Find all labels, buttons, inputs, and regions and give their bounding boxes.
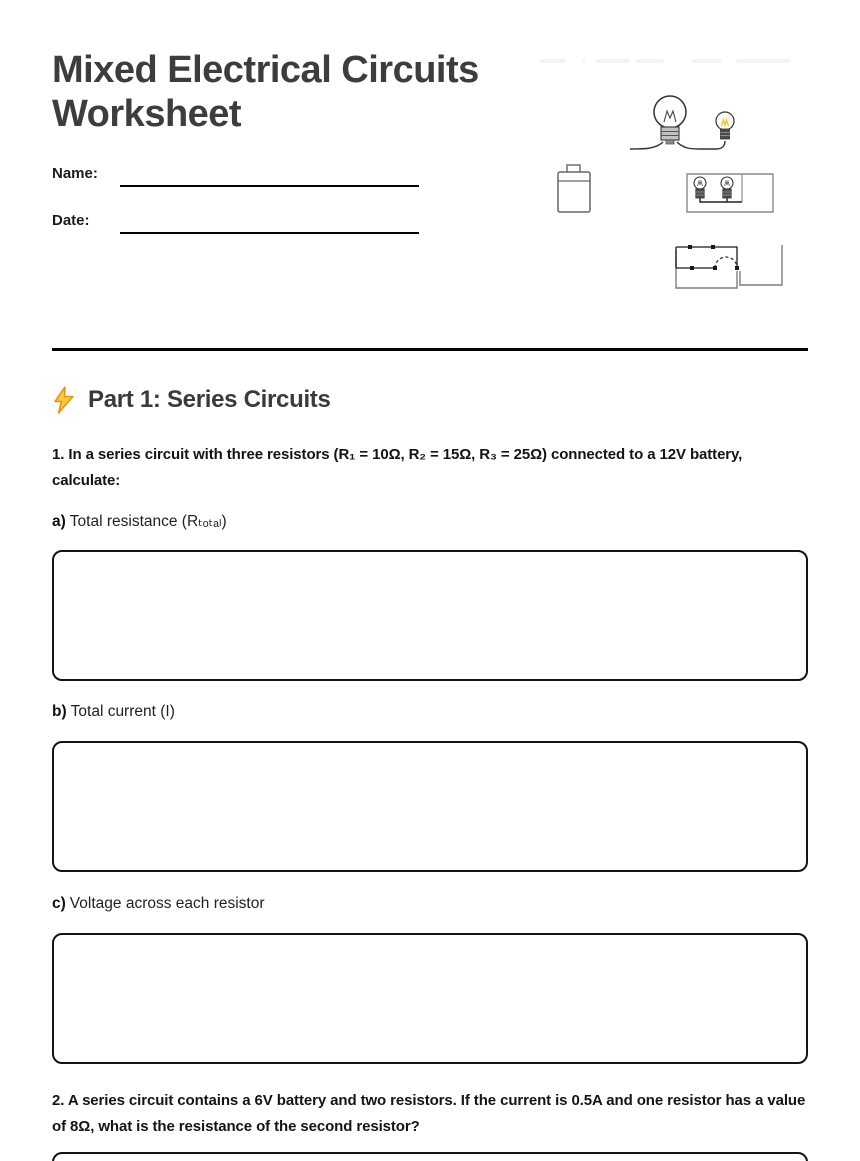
part-c-prefix: c) bbox=[52, 895, 66, 912]
part-b-text: Total current (I) bbox=[70, 703, 175, 720]
page-title: Mixed Electrical Circuits Worksheet bbox=[52, 49, 479, 135]
question-1-text: 1. In a series circuit with three resistors (R₁ = 10Ω, R₂ = 15Ω, R₃ = 25Ω) connected to a 12V battery, calculate: bbox=[52, 446, 743, 489]
part-b-label bbox=[52, 703, 752, 721]
part-b-prefix: b) bbox=[52, 703, 67, 720]
name-input-line[interactable] bbox=[120, 185, 419, 187]
bulbs-on-wire-icon bbox=[630, 96, 734, 149]
question-2-text: 2. A series circuit contains a 6V battery and two resistors. If the current is 0.5A and one resistor has a value of 8Ω, what is the resistance of the second resistor? bbox=[52, 1092, 806, 1135]
part-c-text: Voltage across each resistor bbox=[69, 895, 265, 912]
answer-box-b[interactable] bbox=[52, 741, 808, 872]
lightning-bolt-icon bbox=[52, 386, 76, 414]
faint-watermark-text bbox=[540, 59, 790, 63]
part1-heading-row bbox=[52, 386, 331, 414]
switch-circuit-icon bbox=[676, 245, 782, 288]
section-divider bbox=[52, 348, 808, 351]
answer-box-a[interactable] bbox=[52, 550, 808, 681]
series-bulbs-circuit-icon bbox=[687, 174, 773, 212]
date-label: Date: bbox=[52, 212, 90, 229]
part-a-label bbox=[52, 512, 752, 531]
circuit-clipart bbox=[540, 50, 790, 300]
date-input-line[interactable] bbox=[120, 232, 419, 234]
part1-heading: Part 1: Series Circuits bbox=[88, 386, 331, 413]
battery-icon bbox=[558, 165, 590, 212]
part-a-text: Total resistance (Rₜₒₜₐₗ) bbox=[69, 513, 227, 530]
answer-box-c[interactable] bbox=[52, 933, 808, 1064]
part-a-prefix: a) bbox=[52, 513, 66, 530]
part-c-label bbox=[52, 895, 752, 913]
answer-box-q2[interactable] bbox=[52, 1152, 808, 1161]
name-label: Name: bbox=[52, 165, 98, 182]
